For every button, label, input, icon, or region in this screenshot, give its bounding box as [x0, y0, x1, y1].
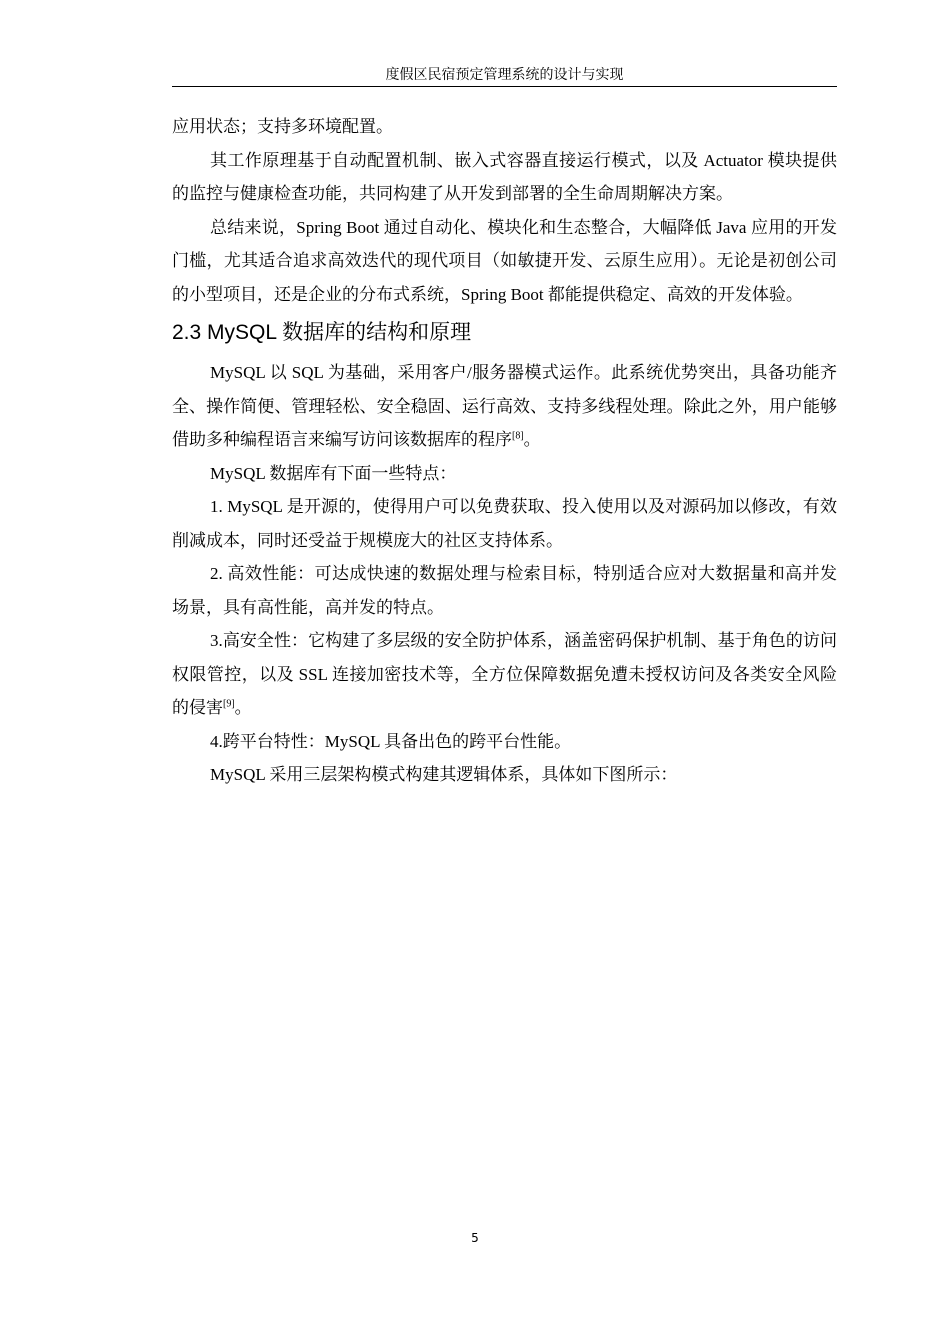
- paragraph-working-principle: 其工作原理基于自动配置机制、嵌入式容器直接运行模式，以及 Actuator 模块提供的监控与健康检查功能，共同构建了从开发到部署的全生命周期解决方案。: [172, 150, 837, 203]
- body-text: [172, 110, 837, 792]
- list-item-security-text: 3.高安全性：它构建了多层级的安全防护体系，涵盖密码保护机制、基于角色的访问权限管控，以及 SSL 连接加密技术等，全方位保障数据免遭未授权访问及各类安全风险的侵害: [172, 631, 837, 717]
- citation-9: [9]: [223, 698, 235, 710]
- paragraph-mysql-intro: [172, 356, 837, 457]
- running-header: 度假区民宿预定管理系统的设计与实现: [385, 67, 624, 83]
- paragraph-features-intro: MySQL 数据库有下面一些特点：: [210, 463, 457, 483]
- list-item-security-end: 。: [234, 698, 252, 717]
- citation-8: [8]: [512, 430, 524, 442]
- paragraph-architecture: MySQL 采用三层架构模式构建其逻辑体系，具体如下图所示：: [210, 765, 678, 784]
- header-rule: [172, 86, 837, 87]
- list-item-security: [172, 624, 837, 725]
- list-item-cross-platform: 4.跨平台特性：MySQL 具备出色的跨平台性能。: [210, 731, 572, 751]
- section-heading: 2.3 MySQL 数据库的结构和原理: [172, 321, 472, 344]
- paragraph-mysql-intro-end: 。: [523, 430, 541, 449]
- page-number: 5: [471, 1231, 479, 1245]
- list-item-open-source: 1. MySQL 是开源的，使得用户可以免费获取、投入使用以及对源码加以修改，有效削减成本，同时还受益于规模庞大的社区支持体系。: [172, 497, 837, 550]
- paragraph-mysql-intro-text: MySQL 以 SQL 为基础，采用客户/服务器模式运作。此系统优势突出，具备功能齐全、操作简便、管理轻松、安全稳固、运行高效、支持多线程处理。除此之外，用户能够借助多种编程语言来编写访问该数据库的程序: [172, 363, 837, 449]
- list-item-performance: 2. 高效性能：可达成快速的数据处理与检索目标，特别适合应对大数据量和高并发场景，具有高性能，高并发的特点。: [172, 564, 837, 617]
- paragraph-summary: 总结来说，Spring Boot 通过自动化、模块化和生态整合，大幅降低 Java 应用的开发门槛，尤其适合追求高效迭代的现代项目（如敏捷开发、云原生应用）。无论是初创公司的小型项目，还是企业的分布式系统，Spring Boot 都能提供稳定、高效的开发体验。: [172, 217, 837, 304]
- paragraph-continuation: 应用状态；支持多环境配置。: [172, 117, 393, 136]
